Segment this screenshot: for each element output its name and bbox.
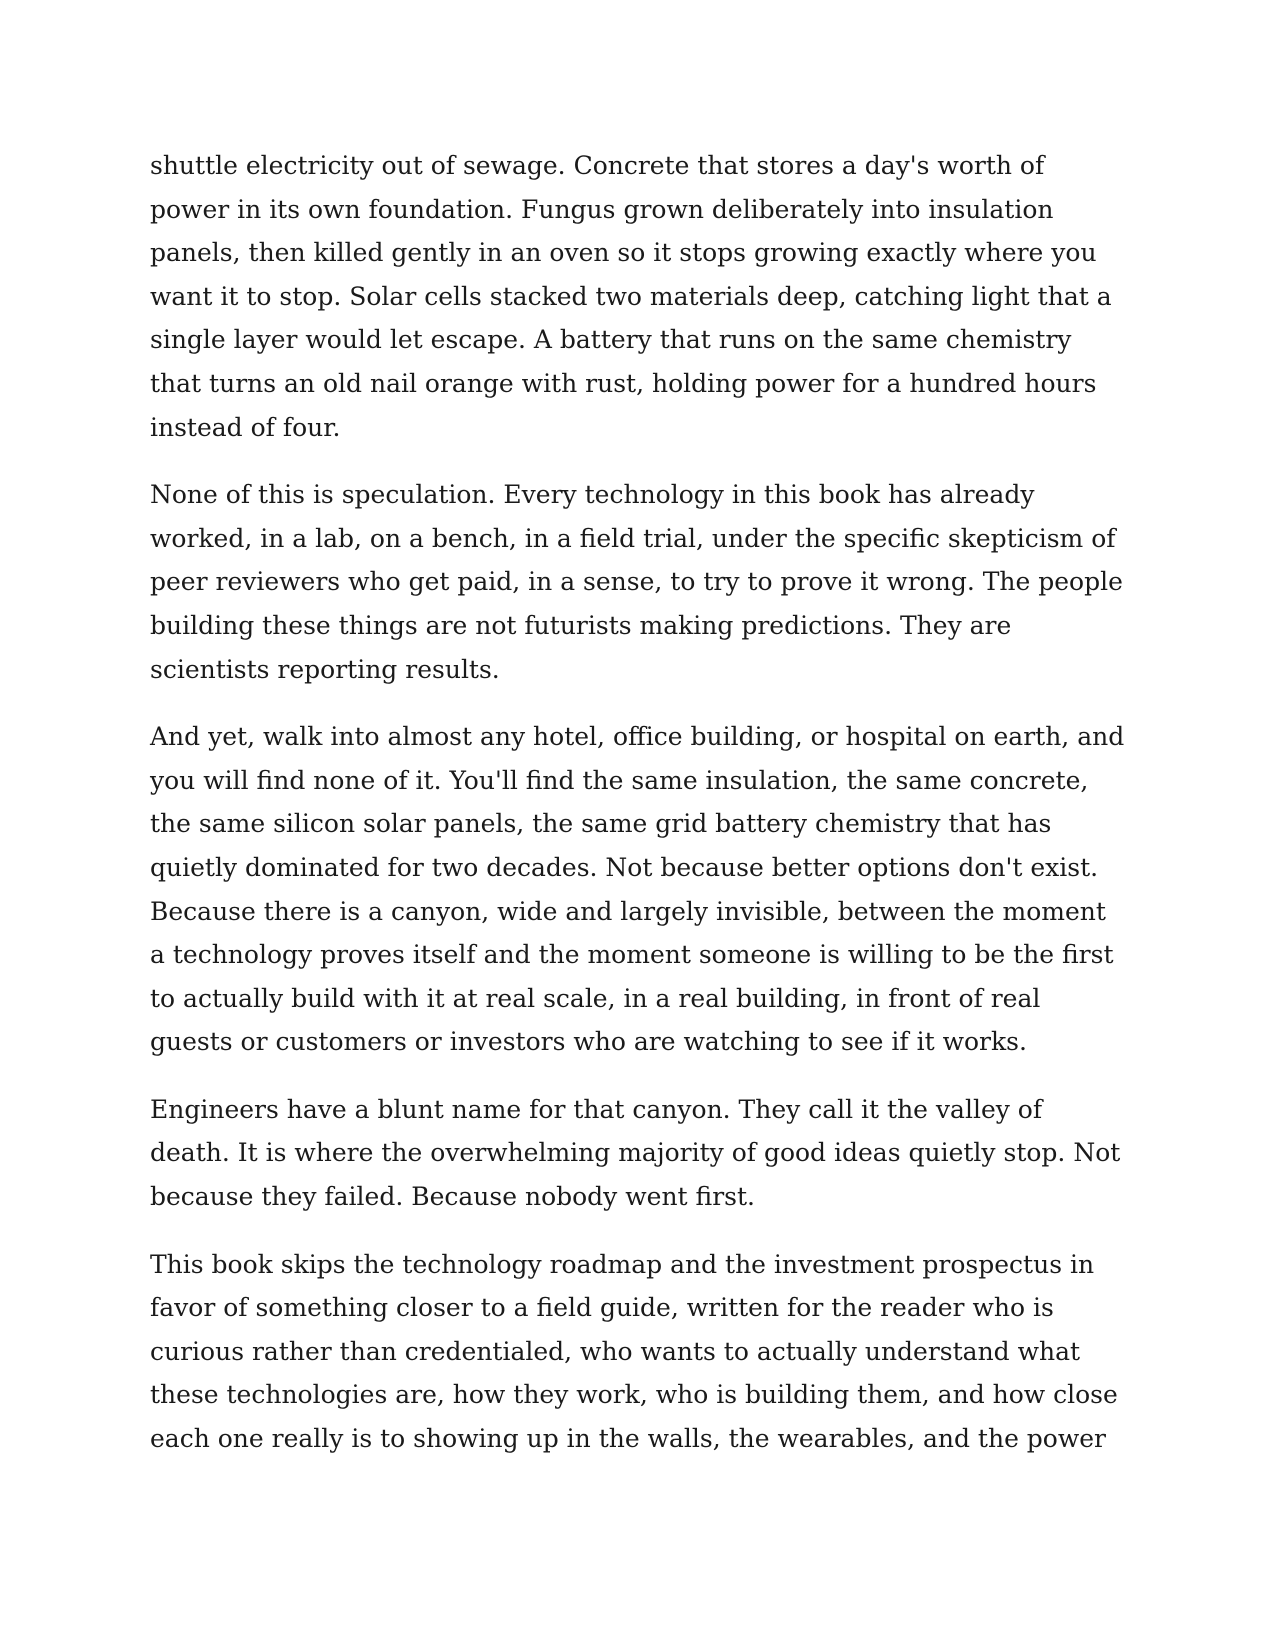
text-line: you will find none of it. You'll find the same insulation, the same concrete, [150, 765, 1089, 795]
paragraph-4 [150, 1088, 1130, 1219]
text-line: panels, then killed gently in an oven so it stops growing exactly where you [150, 238, 1097, 268]
text-line: scientists reporting results. [150, 654, 500, 684]
paragraph-5 [150, 1243, 1130, 1461]
text-line: This book skips the technology roadmap and the investment prospectus in [150, 1249, 1095, 1279]
text-line: None of this is speculation. Every technology in this book has already [150, 480, 1035, 510]
body-text [150, 144, 1130, 1485]
text-line: each one really is to showing up in the walls, the wearables, and the power [150, 1424, 1107, 1454]
text-line: quietly dominated for two decades. Not because better options don't exist. [150, 852, 1099, 882]
text-line: Because there is a canyon, wide and largely invisible, between the moment [150, 896, 1106, 926]
text-line: want it to stop. Solar cells stacked two materials deep, catching light that a [150, 281, 1112, 311]
text-line: worked, in a lab, on a bench, in a field trial, under the specific skepticism of [150, 523, 1116, 553]
text-line: a technology proves itself and the moment someone is willing to be the first [150, 940, 1114, 970]
text-line: building these things are not futurists making predictions. They are [150, 610, 1012, 640]
text-line: the same silicon solar panels, the same grid battery chemistry that has [150, 809, 1052, 839]
text-line: shuttle electricity out of sewage. Concrete that stores a day's worth of [150, 151, 1045, 180]
text-line: instead of four. [150, 412, 341, 442]
paragraph-3 [150, 715, 1130, 1064]
text-line: curious rather than credentialed, who wants to actually understand what [150, 1336, 1081, 1366]
paragraph-1 [150, 144, 1130, 449]
text-line: guests or customers or investors who are watching to see if it works. [150, 1027, 1027, 1057]
text-line: because they failed. Because nobody went first. [150, 1182, 755, 1212]
text-line: power in its own foundation. Fungus grown deliberately into insulation [150, 194, 1054, 224]
paragraph-2 [150, 473, 1130, 691]
text-line: peer reviewers who get paid, in a sense, to try to prove it wrong. The people [150, 567, 1123, 597]
text-line: to actually build with it at real scale, in a real building, in front of real [150, 983, 1041, 1013]
text-line: death. It is where the overwhelming majority of good ideas quietly stop. Not [150, 1138, 1121, 1168]
text-line: that turns an old nail orange with rust, holding power for a hundred hours [150, 368, 1097, 398]
text-line: Engineers have a blunt name for that canyon. They call it the valley of [150, 1094, 1043, 1124]
text-line: single layer would let escape. A battery that runs on the same chemistry [150, 325, 1072, 355]
text-line: And yet, walk into almost any hotel, office building, or hospital on earth, and [150, 722, 1125, 752]
text-line: these technologies are, how they work, who is building them, and how close [150, 1380, 1118, 1410]
text-line: favor of something closer to a field guide, written for the reader who is [150, 1293, 1054, 1323]
